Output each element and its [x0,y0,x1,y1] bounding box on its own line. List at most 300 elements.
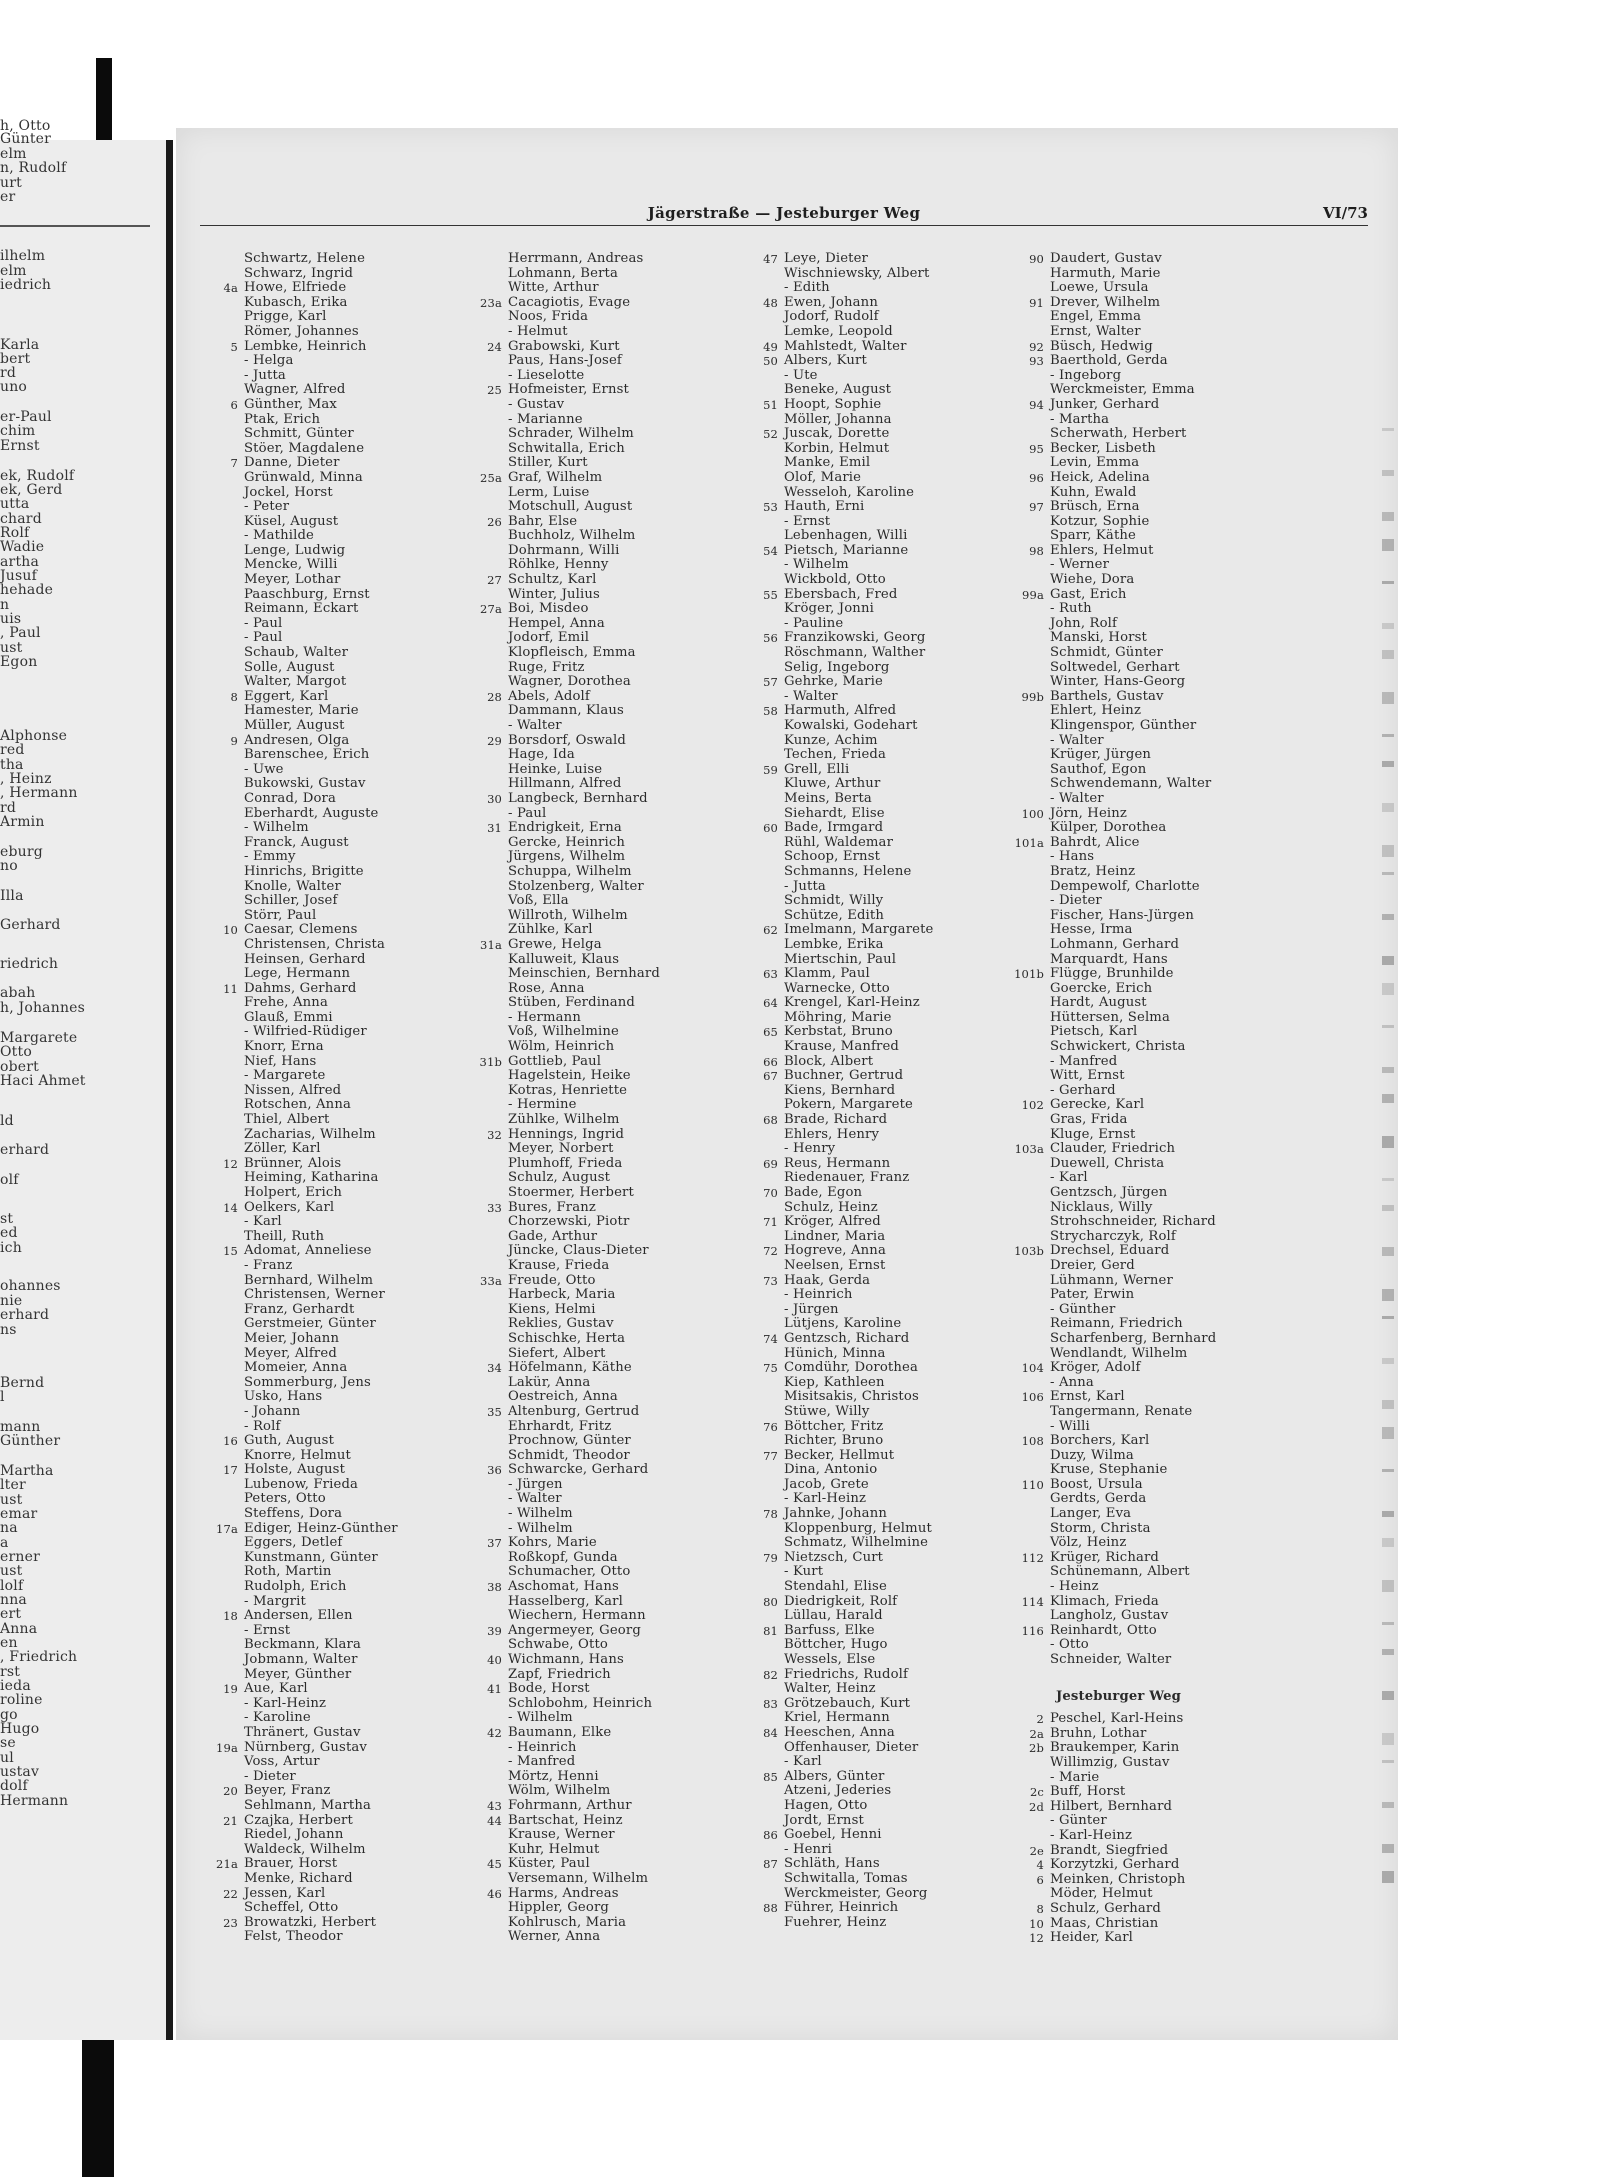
resident-name: Glauß, Emmi [244,1009,333,1025]
directory-entry [742,675,1012,690]
directory-entry [466,1653,736,1668]
house-number: 46 [487,1886,502,1901]
house-number [742,558,784,573]
resident-name: Oestreich, Anna [508,1389,618,1405]
house-number [1008,1449,1050,1464]
bleed-mark [1382,1289,1394,1301]
previous-page-line: er-Paul [0,409,52,425]
house-number [466,1770,508,1785]
directory-entry [202,836,462,851]
resident-name: Brüsch, Erna [1050,499,1140,515]
directory-entry [202,1565,462,1580]
house-number: 104 [1021,1361,1044,1376]
directory-entry [202,588,462,603]
house-number [466,456,508,471]
resident-name: Krüger, Richard [1050,1549,1160,1565]
directory-entry [466,1551,736,1566]
house-number [742,1040,784,1055]
resident-name: - Karl-Heinz [244,1695,327,1711]
directory-entry [1008,573,1328,588]
house-number: 33 [487,1200,502,1215]
house-number: 112 [1021,1550,1044,1565]
house-number [742,1492,784,1507]
resident-name: Grünwald, Minna [244,469,363,485]
house-number [1008,734,1050,749]
house-number [1008,325,1050,340]
resident-name: Holste, August [244,1462,346,1478]
directory-entry [202,1711,462,1726]
resident-name: Grell, Elli [784,761,850,777]
resident-name: - Franz [244,1257,293,1273]
directory-entry [1008,880,1328,895]
house-number [466,1697,508,1712]
house-number: 75 [763,1361,778,1376]
directory-entry [742,1405,1012,1420]
directory-entry [742,1916,1012,1931]
directory-entry [1008,340,1328,355]
house-number [202,1638,244,1653]
directory-entry [466,982,736,997]
bleed-mark [1382,1427,1394,1439]
house-number: 52 [763,427,778,442]
directory-entry [466,1230,736,1245]
house-number [202,1142,244,1157]
directory-entry [1008,836,1328,851]
directory-entry [1008,792,1328,807]
bleed-mark [1382,1622,1394,1625]
resident-name: Schumacher, Otto [508,1564,631,1580]
directory-entry [466,1303,736,1318]
house-number [202,325,244,340]
directory-entry [1008,982,1328,997]
house-number: 103b [1014,1244,1044,1259]
house-number: 77 [763,1448,778,1463]
directory-entry [466,1420,736,1435]
resident-name: Fuehrer, Heinz [784,1914,887,1930]
house-number [202,880,244,895]
directory-entry [202,923,462,938]
directory-entry [466,1376,736,1391]
directory-entry [202,427,462,442]
directory-entry [466,1157,736,1172]
resident-name: Soltwedel, Gerhart [1050,659,1180,675]
previous-page-line: Bernd [0,1375,45,1391]
directory-entry [742,1609,1012,1624]
directory-entry [742,734,1012,749]
house-number [1008,1084,1050,1099]
directory-entry [202,1259,462,1274]
directory-entry [1008,1565,1328,1580]
directory-entry [202,296,462,311]
house-number: 23a [480,295,502,310]
house-number [1008,1113,1050,1128]
house-number: 39 [487,1623,502,1638]
directory-entry [466,252,736,267]
directory-entry [466,704,736,719]
resident-name: Sommerburg, Jens [244,1374,371,1390]
directory-entry [742,1157,1012,1172]
directory-entry [742,880,1012,895]
directory-entry [466,734,736,749]
house-number [202,1390,244,1405]
directory-entry [466,1434,736,1449]
directory-entry [466,383,736,398]
house-number [1008,486,1050,501]
house-number: 108 [1021,1434,1044,1449]
resident-name: Beneke, August [784,382,892,398]
resident-name: Jüncke, Claus-Dieter [508,1243,649,1259]
house-number [466,953,508,968]
house-number [742,1128,784,1143]
house-number [466,909,508,924]
directory-entry [202,1025,462,1040]
resident-name: Kröger, Alfred [784,1214,881,1230]
directory-entry [1008,558,1328,573]
directory-entry [1008,675,1328,690]
directory-entry [1008,1638,1328,1653]
directory-entry [742,1478,1012,1493]
resident-name: Eberhardt, Auguste [244,805,379,821]
house-number [466,529,508,544]
resident-name: - Dieter [244,1768,296,1784]
previous-page-line: artha [0,554,40,570]
directory-entry [1008,310,1328,325]
resident-name: Schwartz, Helene [244,251,366,266]
directory-entry [1008,1171,1328,1186]
resident-name: Meier, Johann [244,1330,340,1346]
house-number [202,1930,244,1945]
resident-name: Führer, Heinrich [784,1900,899,1916]
resident-name: Andersen, Ellen [244,1608,353,1624]
resident-name: Schmitt, Günter [244,426,354,442]
directory-entry [1008,1814,1328,1829]
resident-name: Korbin, Helmut [784,440,890,456]
resident-name: Schwitalla, Tomas [784,1870,908,1886]
house-number [202,1098,244,1113]
bleed-mark [1382,539,1394,551]
directory-entry [1008,1434,1328,1449]
resident-name: Momeier, Anna [244,1360,348,1376]
directory-entry [1008,354,1328,369]
resident-name: Wickbold, Otto [784,572,886,588]
house-number [1008,1814,1050,1829]
previous-page-line: elm [0,263,27,279]
house-number [202,909,244,924]
right-edge-bleed-marks [1382,428,1396,1928]
previous-page-line: lter [0,1477,26,1493]
directory-entry [742,1580,1012,1595]
resident-name: - Günther [1050,1301,1116,1317]
house-number [202,486,244,501]
previous-page-line: urt [0,175,22,191]
house-number [742,1609,784,1624]
bleed-mark [1382,1136,1394,1148]
house-number [742,865,784,880]
house-number: 16 [223,1434,238,1449]
previous-page-line: nna [0,1592,27,1608]
house-number [466,558,508,573]
house-number [742,748,784,763]
directory-entry [1008,850,1328,865]
directory-entry [202,1814,462,1829]
resident-name: Levin, Emma [1050,455,1140,471]
resident-name: Hennings, Ingrid [508,1126,625,1142]
directory-entry [742,1638,1012,1653]
directory-entry [1008,529,1328,544]
resident-name: - Karl [1050,1170,1088,1186]
directory-entry [202,486,462,501]
resident-name: - Edith [784,280,830,296]
house-number [202,1011,244,1026]
resident-name: Peschel, Karl-Heins [1050,1711,1184,1727]
house-number [742,369,784,384]
directory-entry [202,675,462,690]
house-number [202,1492,244,1507]
house-number [466,1215,508,1230]
directory-page [176,128,1398,2040]
directory-entry [466,938,736,953]
resident-name: Freude, Otto [508,1272,596,1288]
previous-page-line: ust [0,640,23,656]
directory-entry [466,1171,736,1186]
house-number [1008,1522,1050,1537]
directory-entry [1008,1829,1328,1844]
previous-page-line: ich [0,1240,22,1256]
previous-page-line: h, Johannes [0,1000,86,1016]
resident-name: Voß, Ella [508,893,569,909]
directory-entry [742,573,1012,588]
resident-name: - Hans [1050,849,1095,865]
house-number: 49 [763,339,778,354]
resident-name: Borchers, Karl [1050,1433,1150,1449]
resident-name: Rühl, Waldemar [784,834,894,850]
resident-name: Wichmann, Hans [508,1652,624,1667]
resident-name: Caesar, Clemens [244,922,358,938]
house-number [1008,1565,1050,1580]
resident-name: Winter, Hans-Georg [1050,674,1186,690]
house-number [742,1653,784,1668]
directory-entry [466,821,736,836]
previous-page-line: rd [0,365,17,381]
directory-entry [1008,413,1328,428]
resident-name: Baerthold, Gerda [1050,353,1168,369]
directory-entry [202,267,462,282]
resident-name: Schneider, Walter [1050,1652,1172,1667]
directory-entry [466,646,736,661]
house-number: 12 [1029,1931,1044,1946]
directory-entry [742,1142,1012,1157]
house-number [466,354,508,369]
house-number [1008,1536,1050,1551]
house-number [742,456,784,471]
directory-entry [202,1638,462,1653]
directory-entry [1008,1522,1328,1537]
resident-name: Willimzig, Gustav [1050,1754,1170,1770]
previous-page-line: chard [0,511,42,527]
resident-name: Külper, Dorothea [1050,820,1167,836]
house-number [1008,573,1050,588]
house-number [466,1784,508,1799]
house-number [1008,1171,1050,1186]
directory-entry [742,354,1012,369]
house-number [202,1186,244,1201]
resident-name: - Wilhelm [244,820,309,836]
directory-entry [466,486,736,501]
resident-name: Drever, Wilhelm [1050,294,1161,310]
house-number: 25 [487,383,502,398]
previous-page-line: roline [0,1692,43,1708]
house-number [202,836,244,851]
directory-entry [1008,894,1328,909]
resident-name: Krause, Manfred [784,1039,900,1055]
house-number: 15 [223,1244,238,1259]
directory-entry [1008,471,1328,486]
resident-name: Strycharczyk, Rolf [1050,1228,1176,1244]
house-number [466,1113,508,1128]
resident-name: Mörtz, Henni [508,1768,599,1784]
house-number [1008,281,1050,296]
house-number [1008,1303,1050,1318]
resident-name: Voß, Wilhelmine [508,1024,619,1040]
directory-entry [202,310,462,325]
resident-name: Gast, Erich [1050,586,1127,602]
directory-entry [742,1128,1012,1143]
directory-entry [1008,1113,1328,1128]
directory-entry [1008,1347,1328,1362]
resident-name: Hagen, Otto [784,1797,868,1813]
previous-page-line: Jusuf [0,568,38,584]
house-number [202,471,244,486]
resident-name: Friedrichs, Rudolf [784,1666,909,1682]
column-1 [202,252,462,1945]
resident-name: Kriel, Hermann [784,1710,890,1726]
resident-name: Abels, Adolf [508,688,590,704]
resident-name: Becker, Lisbeth [1050,440,1156,456]
resident-name: Goercke, Erich [1050,980,1153,996]
directory-entry [466,1624,736,1639]
resident-name: Lüllau, Harald [784,1608,883,1624]
resident-name: Jahnke, Johann [784,1506,887,1522]
resident-name: Atzeni, Jederies [784,1783,892,1799]
directory-entry [466,763,736,778]
resident-name: Junker, Gerhard [1050,396,1160,412]
house-number [202,807,244,822]
directory-entry [742,588,1012,603]
directory-entry [742,1201,1012,1216]
resident-name: Goebel, Henni [784,1827,882,1843]
house-number: 14 [223,1200,238,1215]
house-number [466,252,508,267]
house-number [742,661,784,676]
directory-entry [742,602,1012,617]
resident-name: Wesseloh, Karoline [784,484,915,500]
resident-name: Buchholz, Wilhelm [508,528,636,544]
resident-name: Schwarcke, Gerhard [508,1462,649,1478]
resident-name: - Anna [1050,1374,1094,1390]
house-number [466,850,508,865]
resident-name: Willroth, Wilhelm [508,907,628,923]
directory-entry [1008,1405,1328,1420]
resident-name: Schwarz, Ingrid [244,265,354,281]
house-number [1008,1288,1050,1303]
house-number: 2e [1029,1843,1044,1858]
resident-name: Boost, Ursula [1050,1476,1143,1492]
previous-page-line: er [0,189,16,205]
directory-entry [466,544,736,559]
directory-entry [466,267,736,282]
house-number [1008,850,1050,865]
resident-name: Nief, Hans [244,1053,317,1069]
house-number [202,1303,244,1318]
resident-name: Sehlmann, Martha [244,1797,372,1813]
resident-name: Stolzenberg, Walter [508,878,644,894]
resident-name: - Paul [244,630,283,646]
directory-entry [466,967,736,982]
resident-name: Lohmann, Berta [508,265,618,281]
directory-entry [742,763,1012,778]
directory-entry [1008,953,1328,968]
resident-name: Lemke, Leopold [784,323,893,339]
resident-name: Schulz, August [508,1170,611,1186]
resident-name: Völz, Heinz [1050,1535,1127,1551]
house-number: 27 [487,573,502,588]
bleed-mark [1382,1205,1394,1211]
house-number [742,1522,784,1537]
resident-name: - Otto [1050,1637,1089,1653]
previous-page-line: hehade [0,582,54,598]
house-number [202,1055,244,1070]
resident-name: Selig, Ingeborg [784,659,890,675]
resident-name: Mencke, Willi [244,557,338,573]
bleed-mark [1382,845,1394,857]
previous-page-line: riedrich [0,956,59,972]
resident-name: - Karl-Heinz [1050,1827,1133,1843]
directory-entry [1008,1288,1328,1303]
resident-name: Wessels, Else [784,1652,876,1667]
directory-entry [742,894,1012,909]
house-number [466,894,508,909]
bleed-mark [1382,734,1394,737]
house-number [1008,938,1050,953]
resident-name: Hüttersen, Selma [1050,1009,1170,1025]
resident-name: Grötzebauch, Kurt [784,1695,911,1711]
directory-entry [742,544,1012,559]
directory-entry [466,1930,736,1945]
house-number [466,1390,508,1405]
resident-name: Versemann, Wilhelm [508,1870,649,1886]
resident-name: - Werner [1050,557,1110,573]
directory-entry [742,1507,1012,1522]
resident-name: Jodorf, Rudolf [784,309,879,325]
resident-name: Jobmann, Walter [244,1652,358,1667]
resident-name: Schultz, Karl [508,572,597,588]
resident-name: Kiens, Helmi [508,1301,596,1317]
house-number: 93 [1029,354,1044,369]
house-number: 84 [763,1725,778,1740]
directory-entry [1008,1361,1328,1376]
resident-name: Werckmeister, Georg [784,1885,928,1901]
house-number: 45 [487,1857,502,1872]
resident-name: Albers, Günter [784,1768,885,1784]
resident-name: Olof, Marie [784,469,862,485]
house-number [466,661,508,676]
directory-entry [466,1025,736,1040]
house-number [1008,982,1050,997]
house-number: 74 [763,1331,778,1346]
resident-name: Kiens, Bernhard [784,1082,896,1098]
resident-name: Schrader, Wilhelm [508,426,634,442]
house-number: 55 [763,587,778,602]
